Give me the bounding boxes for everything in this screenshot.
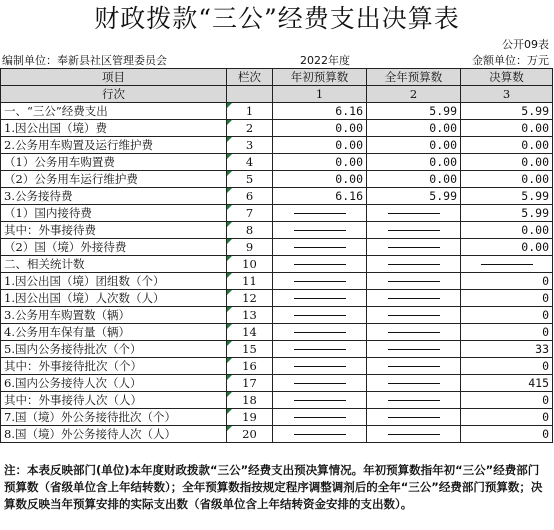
row-item: （1）国内接待费	[1, 205, 227, 222]
cell-marker	[227, 392, 232, 397]
row-budget-blank	[273, 392, 367, 409]
header-item: 项目	[1, 69, 227, 86]
row-budget-blank	[273, 341, 367, 358]
row-full-blank	[367, 222, 461, 239]
org-label: 编制单位：奉新县社区管理委员会	[2, 54, 167, 67]
row-item: 2.公务用车购置及运行维护费	[1, 137, 227, 154]
row-budget-blank	[273, 426, 367, 443]
table-note: 注：本表反映部门(单位)本年度财政拨款“三公”经费支出预决算情况。年初预算数指年初“三公”经费部门预算数（省级单位含上年结转数）；全年预算数指按规定程序调整调剂后的全年“三公”经费部门预算数；决算数反映当年预算安排的实际支出数（省级单位含上年结转资金安排的支出数）。	[4, 463, 543, 511]
row-col: 18	[227, 392, 273, 409]
row-full-blank	[367, 290, 461, 307]
table-row	[1, 358, 553, 375]
cell-marker	[227, 341, 232, 346]
row-col: 19	[227, 409, 273, 426]
row-item: 3.公务接待费	[1, 188, 227, 205]
cell-marker	[227, 358, 232, 363]
row-final: 0	[461, 358, 553, 375]
row-item: 其中：外事接待批次（个）	[1, 358, 227, 375]
cell-marker	[227, 409, 232, 414]
row-full-blank	[367, 341, 461, 358]
row-full: 0.00	[367, 137, 461, 154]
table-row	[1, 375, 553, 392]
row-final: 0.00	[461, 154, 553, 171]
row-full-blank	[367, 426, 461, 443]
table-row	[1, 222, 553, 239]
row-item: 1.因公出国（境）人次数（人）	[1, 290, 227, 307]
row-item: 1.因公出国（境）费	[1, 120, 227, 137]
cell-marker	[227, 239, 232, 244]
row-item: 7.国（境）外公务接待批次（个）	[1, 409, 227, 426]
cell-marker	[227, 137, 232, 142]
cell-marker	[227, 307, 232, 312]
header-col: 栏次	[227, 69, 273, 86]
year-label: 2022年度	[300, 54, 350, 67]
unit-label: 金额单位：万元	[472, 54, 549, 67]
cell-marker	[227, 188, 232, 193]
row-item: 其中：外事接待费	[1, 222, 227, 239]
row-budget-blank	[273, 375, 367, 392]
row-final: 0	[461, 324, 553, 341]
row-item: （2）公务用车运行维护费	[1, 171, 227, 188]
row-item: 其中：外事接待人次（人）	[1, 392, 227, 409]
table-code: 公开09表	[502, 38, 549, 51]
header-blank	[227, 86, 273, 103]
row-full-blank	[367, 409, 461, 426]
cell-marker	[227, 120, 232, 125]
row-full-blank	[367, 307, 461, 324]
header-n2: 2	[367, 86, 461, 103]
row-budget-blank	[273, 222, 367, 239]
row-col: 1	[227, 103, 273, 120]
row-full: 0.00	[367, 171, 461, 188]
row-budget-blank	[273, 307, 367, 324]
row-final: 0	[461, 290, 553, 307]
row-final-blank	[461, 256, 553, 273]
row-final: 0	[461, 409, 553, 426]
table-row	[1, 426, 553, 443]
row-budget: 0.00	[273, 171, 367, 188]
cell-marker	[227, 273, 232, 278]
table-row	[1, 307, 553, 324]
header-final: 决算数	[461, 69, 553, 86]
row-final: 0.00	[461, 120, 553, 137]
table-row	[1, 120, 553, 137]
row-col: 4	[227, 154, 273, 171]
table-row	[1, 324, 553, 341]
cell-marker	[227, 154, 232, 159]
row-final: 0.00	[461, 222, 553, 239]
table-row	[1, 290, 553, 307]
table-row	[1, 205, 553, 222]
row-col: 9	[227, 239, 273, 256]
row-full-blank	[367, 375, 461, 392]
row-final: 0.00	[461, 239, 553, 256]
row-col: 5	[227, 171, 273, 188]
cell-marker	[227, 290, 232, 295]
cell-marker	[227, 426, 232, 431]
row-col: 11	[227, 273, 273, 290]
cell-marker	[227, 256, 232, 261]
row-col: 14	[227, 324, 273, 341]
row-full: 5.99	[367, 103, 461, 120]
row-budget: 6.16	[273, 103, 367, 120]
row-item: 8.国（境）外公务接待人次（人）	[1, 426, 227, 443]
row-full: 5.99	[367, 188, 461, 205]
row-col: 13	[227, 307, 273, 324]
table-row	[1, 256, 553, 273]
row-final: 33	[461, 341, 553, 358]
cell-marker	[227, 375, 232, 380]
table-row	[1, 409, 553, 426]
row-budget: 0.00	[273, 137, 367, 154]
row-budget: 0.00	[273, 120, 367, 137]
table-row	[1, 273, 553, 290]
row-final: 0.00	[461, 137, 553, 154]
row-full-blank	[367, 324, 461, 341]
row-budget-blank	[273, 324, 367, 341]
row-col: 3	[227, 137, 273, 154]
header-row-label: 行次	[1, 86, 227, 103]
row-item: 3.公务用车购置数（辆）	[1, 307, 227, 324]
row-final: 5.99	[461, 188, 553, 205]
row-col: 7	[227, 205, 273, 222]
row-item: 二、相关统计数	[1, 256, 227, 273]
row-budget: 6.16	[273, 188, 367, 205]
row-final: 5.99	[461, 205, 553, 222]
table-row	[1, 392, 553, 409]
row-col: 20	[227, 426, 273, 443]
row-budget-blank	[273, 409, 367, 426]
row-budget-blank	[273, 256, 367, 273]
row-full-blank	[367, 273, 461, 290]
row-col: 17	[227, 375, 273, 392]
row-full-blank	[367, 256, 461, 273]
row-item: 4.公务用车保有量（辆）	[1, 324, 227, 341]
row-item: 5.国内公务接待批次（个）	[1, 341, 227, 358]
table-row	[1, 239, 553, 256]
row-final: 5.99	[461, 103, 553, 120]
header-n1: 1	[273, 86, 367, 103]
expense-table	[0, 68, 553, 443]
row-budget-blank	[273, 358, 367, 375]
cell-marker	[227, 205, 232, 210]
row-col: 10	[227, 256, 273, 273]
row-budget: 0.00	[273, 154, 367, 171]
row-final: 0	[461, 273, 553, 290]
row-full-blank	[367, 358, 461, 375]
row-budget-blank	[273, 290, 367, 307]
row-item: （1）公务用车购置费	[1, 154, 227, 171]
table-row	[1, 341, 553, 358]
row-full: 0.00	[367, 120, 461, 137]
row-budget-blank	[273, 239, 367, 256]
row-col: 15	[227, 341, 273, 358]
row-col: 12	[227, 290, 273, 307]
table-row	[1, 188, 553, 205]
row-col: 2	[227, 120, 273, 137]
table-row	[1, 103, 553, 120]
row-final: 0	[461, 307, 553, 324]
row-full-blank	[367, 205, 461, 222]
row-final: 0.00	[461, 171, 553, 188]
row-item: 一、“三公”经费支出	[1, 103, 227, 120]
header-budget: 年初预算数	[273, 69, 367, 86]
row-final: 0	[461, 426, 553, 443]
row-budget-blank	[273, 273, 367, 290]
table-row	[1, 137, 553, 154]
row-item: 6.国内公务接待人次（人）	[1, 375, 227, 392]
row-full: 0.00	[367, 154, 461, 171]
header-full-budget: 全年预算数	[367, 69, 461, 86]
row-full-blank	[367, 392, 461, 409]
row-budget-blank	[273, 205, 367, 222]
page-title: 财政拨款“三公”经费支出决算表	[94, 4, 460, 33]
cell-marker	[227, 222, 232, 227]
row-final: 415	[461, 375, 553, 392]
cell-marker	[227, 324, 232, 329]
cell-marker	[227, 171, 232, 176]
row-col: 6	[227, 188, 273, 205]
table-row	[1, 171, 553, 188]
cell-marker	[227, 103, 232, 108]
header-n3: 3	[461, 86, 553, 103]
row-col: 8	[227, 222, 273, 239]
row-final: 0	[461, 392, 553, 409]
row-item: 1.因公出国（境）团组数（个）	[1, 273, 227, 290]
row-full-blank	[367, 239, 461, 256]
row-item: （2）国（境）外接待费	[1, 239, 227, 256]
table-row	[1, 154, 553, 171]
row-col: 16	[227, 358, 273, 375]
